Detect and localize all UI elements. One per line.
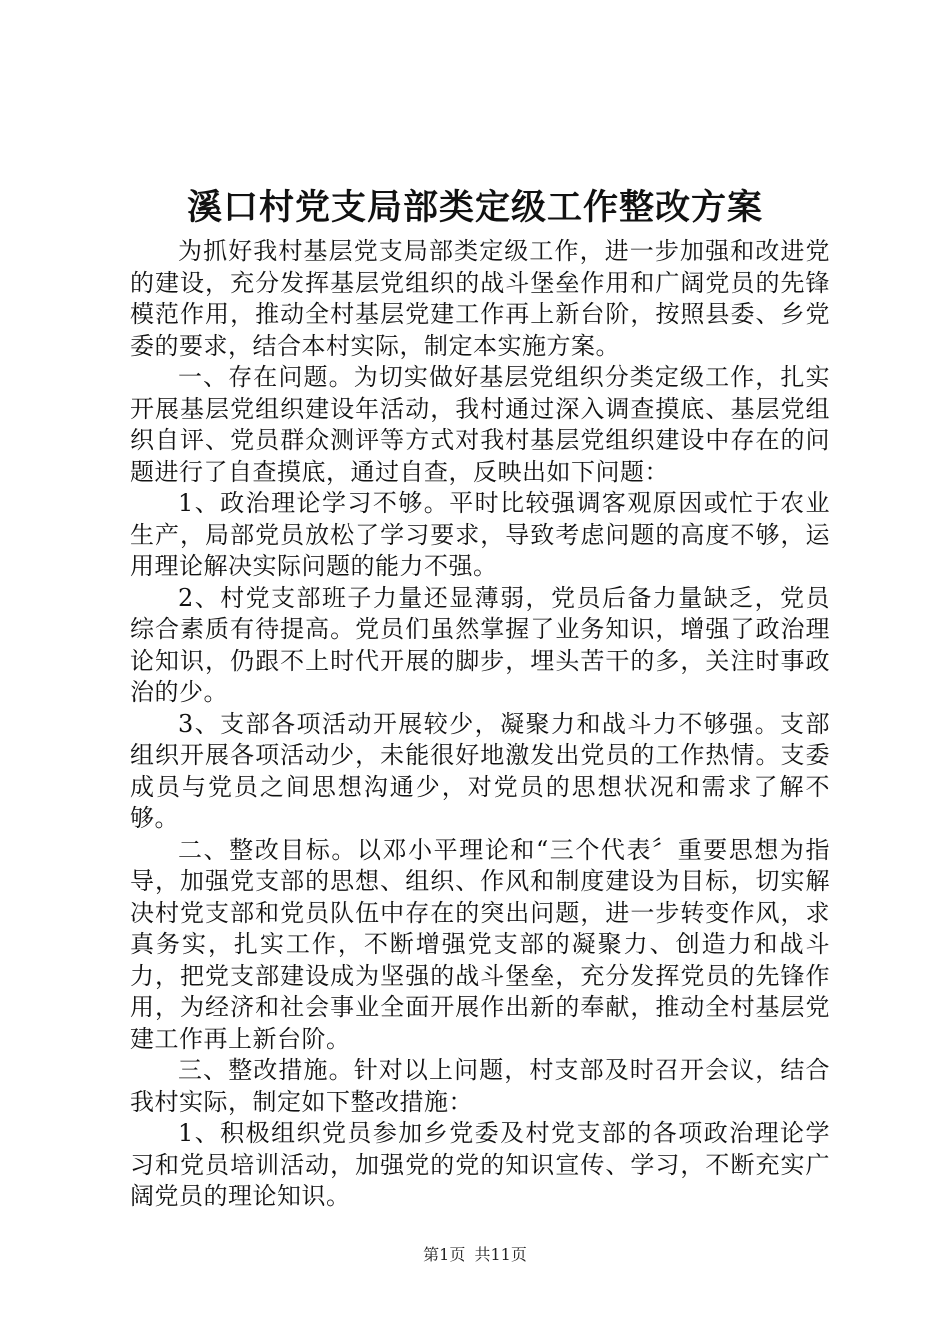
document-title: 溪口村党支局部类定级工作整改方案 — [186, 187, 763, 228]
paragraph-problem-1: 1、政治理论学习不够。平时比较强调客观原因或忙于农业生产，局部党员放松了学习要求，导致考虑问题的高度不够，运用理论解决实际问题的能力不强。 — [130, 489, 830, 580]
paragraph-measure-1: 1、积极组织党员参加乡党委及村党支部的各项政治理论学习和党员培训活动，加强党的党的知识宣传、学习，不断充实广阔党员的理论知识。 — [130, 1119, 830, 1210]
paragraph-section-goals: 二、整改目标。以邓小平理论和“三个代表〞重要思想为指导，加强党支部的思想、组织、作风和制度建设为目标，切实解决村党支部和党员队伍中存在的突出问题，进一步转变作风，求真务实，扎实工作，不断增强党支部的凝聚力、创造力和战斗力，把党支部建设成为坚强的战斗堡垒，充分发挥党员的先锋作用，为经济和社会事业全面开展作出新的奉献，推动全村基层党建工作再上新台阶。 — [130, 835, 830, 1053]
paragraph-section-problems: 一、存在问题。为切实做好基层党组织分类定级工作，扎实开展基层党组织建设年活动，我村通过深入调查摸底、基层党组织自评、党员群众测评等方式对我村基层党组织建设中存在的问题进行了自查摸底，通过自查，反映出如下问题： — [130, 363, 830, 486]
page-total: 共11页 — [474, 1245, 527, 1264]
paragraph-problem-3: 3、支部各项活动开展较少，凝聚力和战斗力不够强。支部组织开展各项活动少，未能很好地激发出党员的工作热情。支委成员与党员之间思想沟通少，对党员的思想状况和需求了解不够。 — [130, 709, 830, 832]
page-number: 第1页 — [423, 1245, 466, 1264]
document-body — [130, 236, 830, 1213]
paragraph-intro: 为抓好我村基层党支局部类定级工作，进一步加强和改进党的建设，充分发挥基层党组织的战斗堡垒作用和广阔党员的先锋模范作用，推动全村基层党建工作再上新台阶，按照县委、乡党委的要求，结合本村实际，制定本实施方案。 — [130, 237, 830, 360]
paragraph-problem-2: 2、村党支部班子力量还显薄弱，党员后备力量缺乏，党员综合素质有待提高。党员们虽然掌握了业务知识，增强了政治理论知识，仍跟不上时代开展的脚步，埋头苦干的多，关注时事政治的少。 — [130, 583, 830, 706]
page-footer — [0, 1244, 950, 1266]
paragraph-section-measures: 三、整改措施。针对以上问题，村支部及时召开会议，结合我村实际，制定如下整改措施： — [130, 1056, 830, 1116]
